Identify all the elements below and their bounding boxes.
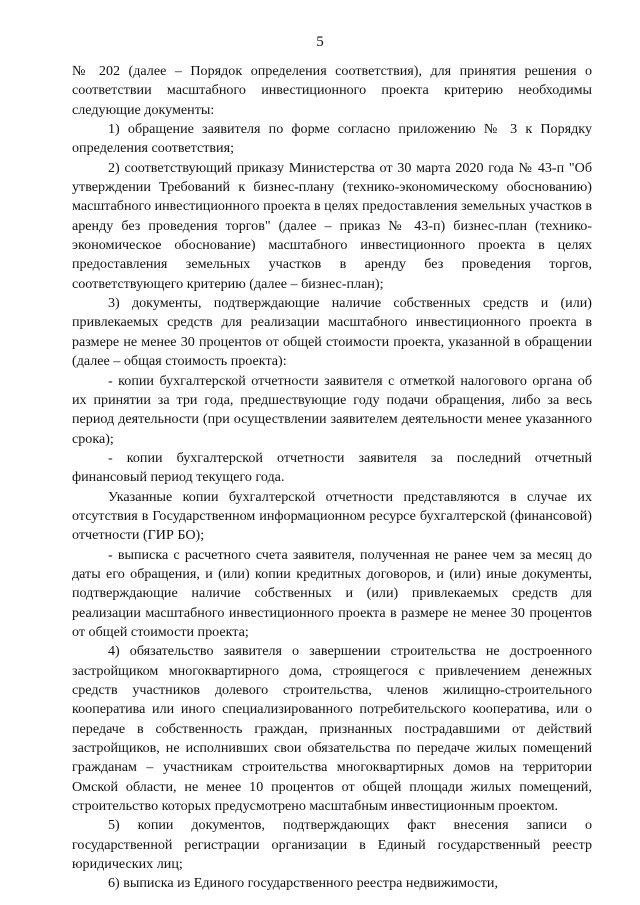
paragraph-item-3: 3) документы, подтверждающие наличие собственных средств и (или) привлекаемых средств для реализации масштабного инвестиционного проекта в размере не менее 30 процентов от общей стоимости проекта, указанной в обращении (далее – общая стоимость проекта): <box>72 295 592 370</box>
paragraph-intro-continuation: № 202 (далее – Порядок определения соответствия), для принятия решения о соответствии масштабного инвестиционного проекта критерию необходимы следующие документы: <box>72 63 592 118</box>
paragraph-item-4: 4) обязательство заявителя о завершении строительства не достроенного застройщиком многоквартирного дома, строящегося с привлечением денежных средств участников долевого строительства, членов жилищно-строительного кооператива или иного специализированного потребительского кооператива, или о передаче в собственность граждан, признанных пострадавшими от действий застройщиков, не исполнивших свои обязательства по передаче жилых помещений гражданам – участникам строительства многоквартирных домов на территории Омской области, не менее 10 процентов от общей площади жилых помещений, строительство которых предусмотрено масштабным инвестиционным проектом. <box>72 643 592 815</box>
paragraph-item-5: 5) копии документов, подтверждающих факт внесения записи о государственной регистрации организации в Единый государственный реестр юридических лиц; <box>72 817 592 873</box>
paragraph-item-3-bullet-3: - выписка с расчетного счета заявителя, полученная не ранее чем за месяц до даты его обращения, и (или) копии кредитных договоров, и (или) иные документы, подтверждающие наличие собственных и (или) привлекаемых средств для реализации масштабного инвестиционного проекта в размере не менее 30 процентов от общей стоимости проекта; <box>72 546 592 640</box>
paragraph-item-6: 6) выписка из Единого государственного реестра недвижимости, <box>108 875 498 892</box>
paragraph-item-3-note: Указанные копии бухгалтерской отчетности представляются в случае их отсутствия в Государственном информационном ресурсе бухгалтерской (финансовой) отчетности (ГИР БО); <box>72 488 592 544</box>
paragraph-item-1: 1) обращение заявителя по форме согласно приложению № 3 к Порядку определения соответствия; <box>72 121 592 157</box>
page-number: 5 <box>316 34 324 50</box>
document-body <box>72 62 592 894</box>
paragraph-item-3-bullet-2: - копии бухгалтерской отчетности заявителя за последний отчетный финансовый период текущего года. <box>72 449 592 486</box>
paragraph-item-3-bullet-1: - копии бухгалтерской отчетности заявителя с отметкой налогового органа об их принятии за три года, предшествующие году подачи обращения, либо за весь период деятельности (при осуществлении заявителем деятельности менее указанного срока); <box>72 372 592 447</box>
paragraph-item-2: 2) соответствующий приказу Министерства от 30 марта 2020 года № 43-п "Об утверждении Требований к бизнес-плану (технико-экономическому обоснованию) масштабного инвестиционного проекта в целях предоставления земельных участков в аренду без проведения торгов" (далее – приказ № 43-п) бизнес-план (технико-экономическое обоснование) масштабного инвестиционного проекта в целях предоставления земельных участков в аренду без проведения торгов, соответствующего критерию (далее – бизнес-план); <box>72 159 592 292</box>
